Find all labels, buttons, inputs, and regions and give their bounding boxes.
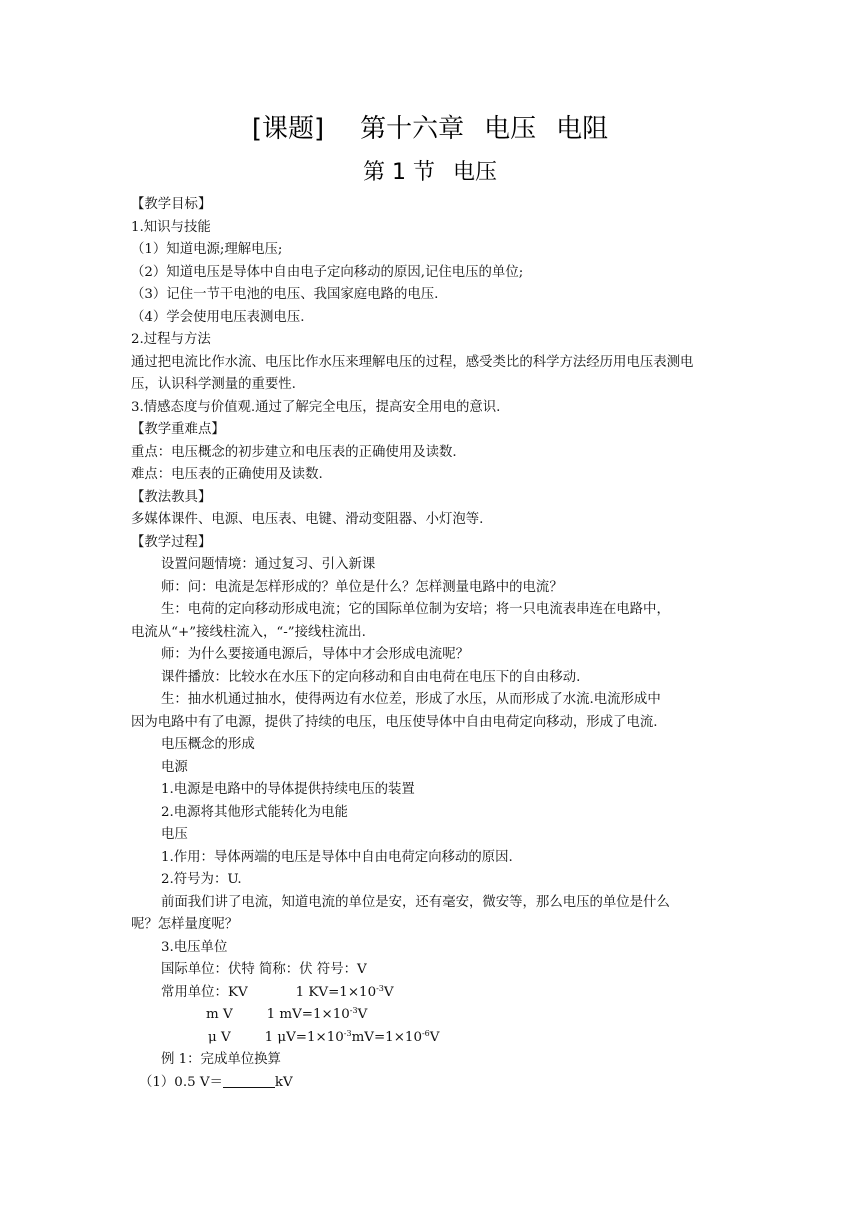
- si-unit-line: 国际单位：伏特 简称：伏 符号：V: [161, 962, 367, 977]
- paragraph-line: 通过把电流比作水流、电压比作水压来理解电压的过程，感受类比的科学方法经历用电压表测电: [131, 354, 694, 370]
- subheading: 电压概念的形成: [161, 737, 255, 752]
- unit-kv-eq: 1 KV=1×10: [295, 984, 377, 1000]
- unit-uv-unit: V: [429, 1029, 440, 1045]
- list-item: 2.电源将其他形式能转化为电能: [161, 804, 348, 820]
- objective-item: （3）记住一节干电池的电压、我国家庭电路的电压.: [131, 287, 439, 302]
- objective-item: （1）知道电源;理解电压;: [131, 242, 283, 257]
- unit-kv-line: [131, 982, 731, 1005]
- unit-uv-label: μ V: [208, 1029, 231, 1045]
- unit-uv-line: [131, 1027, 731, 1050]
- subheading: 电源: [161, 759, 188, 775]
- unit-mv-eq: 1 mV=1×10: [266, 1007, 350, 1022]
- paragraph-line: 师：问：电流是怎样形成的？单位是什么？怎样测量电路中的电流？: [161, 579, 563, 595]
- list-item: 1.作用：导体两端的电压是导体中自由电荷定向移动的原因.: [161, 849, 513, 865]
- heading-key-points: 【教学重难点】: [131, 422, 225, 437]
- paragraph-line: 生：抽水机通过抽水，使得两边有水位差，形成了水压，从而形成了水流.电流形成中: [161, 692, 661, 707]
- objective-heading-knowledge: 1.知识与技能: [131, 219, 211, 235]
- paragraph-line: 设置问题情境：通过复习、引入新课: [161, 557, 376, 572]
- document-body: [131, 194, 731, 1094]
- heading-objectives: 【教学目标】: [131, 197, 212, 212]
- subheading: 电压: [161, 827, 188, 842]
- unit-uv-exp1: -3: [343, 1028, 352, 1038]
- objective-heading-process: 2.过程与方法: [131, 332, 211, 347]
- paragraph-line: 师：为什么要接通电源后，导体中才会形成电流呢？: [161, 647, 469, 662]
- unit-mv-unit: V: [357, 1007, 368, 1022]
- title-voltage: 电压: [484, 114, 537, 144]
- unit-mv-exp: -3: [349, 1006, 358, 1015]
- answer-blank[interactable]: [223, 1073, 275, 1088]
- title-resistance: 电阻: [556, 114, 609, 144]
- title-tag: [课题]: [251, 114, 325, 144]
- example-item: [131, 1072, 731, 1095]
- section-name: 电压: [452, 160, 497, 185]
- list-item: 1.电源是电路中的导体提供持续电压的装置: [161, 782, 415, 797]
- paragraph-line: 压，认识科学测量的重要性.: [131, 377, 296, 392]
- section-number: 第 1 节: [363, 160, 435, 185]
- list-item: 3.电压单位: [161, 939, 228, 955]
- title-chapter: 第十六章: [360, 114, 465, 144]
- page-title: [0, 112, 860, 146]
- objective-heading-values: 3.情感态度与价值观.通过了解完全电压，提高安全用电的意识.: [131, 399, 501, 415]
- section-title: [0, 158, 860, 188]
- unit-kv-exp: -3: [376, 983, 384, 993]
- heading-teaching-aids: 【教法教具】: [131, 489, 212, 505]
- paragraph-line: 课件播放：比较水在水压下的定向移动和自由电荷在电压下的自由移动.: [161, 669, 581, 685]
- unit-mv-line: [131, 1004, 731, 1027]
- unit-kv-unit: V: [383, 984, 394, 1000]
- paragraph-line: 电流从“+”接线柱流入，“-”接线柱流出.: [131, 624, 366, 640]
- unit-kv-label: 常用单位：KV: [161, 984, 248, 1000]
- unit-mv-label: m V: [206, 1007, 233, 1022]
- example-title: 例 1：完成单位换算: [161, 1052, 281, 1067]
- paragraph-line: 因为电路中有了电源，提供了持续的电压，电压使导体中自由电荷定向移动，形成了电流.: [131, 714, 658, 730]
- key-point: 重点：电压概念的初步建立和电压表的正确使用及读数.: [131, 444, 457, 460]
- objective-item: （4）学会使用电压表测电压.: [131, 309, 305, 325]
- unit-uv-exp2: -6: [421, 1028, 430, 1038]
- paragraph-line: 生：电荷的定向移动形成电流；它的国际单位制为安培；将一只电流表串连在电路中，: [161, 602, 670, 617]
- objective-item: （2）知道电压是导体中自由电子定向移动的原因,记住电压的单位;: [131, 264, 524, 280]
- example-item-prefix: （1）0.5 V＝: [139, 1074, 223, 1090]
- difficult-point: 难点：电压表的正确使用及读数.: [131, 467, 323, 482]
- paragraph-line: 前面我们讲了电流，知道电流的单位是安，还有毫安，微安等，那么电压的单位是什么: [161, 894, 670, 910]
- paragraph-line: 呢？怎样量度呢？: [131, 917, 239, 932]
- list-item: 2.符号为：U.: [161, 872, 242, 887]
- unit-uv-eq2: mV=1×10: [351, 1029, 422, 1045]
- heading-teaching-process: 【教学过程】: [131, 534, 212, 550]
- teaching-aids: 多媒体课件、电源、电压表、电键、滑动变阻器、小灯泡等.: [131, 512, 484, 527]
- unit-uv-eq: 1 μV=1×10: [264, 1029, 344, 1045]
- example-item-suffix: kV: [274, 1074, 293, 1090]
